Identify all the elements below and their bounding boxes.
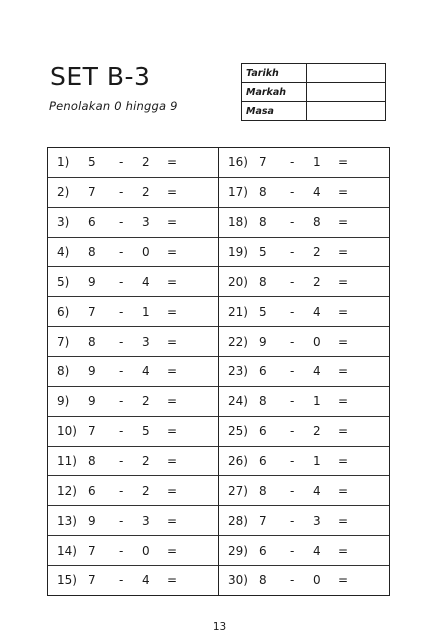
- problem-row[interactable]: [219, 297, 389, 327]
- info-row-marks: [242, 83, 386, 102]
- equals-sign: =: [167, 215, 178, 230]
- minus-sign: -: [119, 304, 124, 319]
- subtrahend: 2: [142, 394, 150, 409]
- problem-row[interactable]: [48, 178, 218, 208]
- problem-row[interactable]: [219, 357, 389, 387]
- subtrahend: 4: [313, 483, 321, 498]
- subtrahend: 3: [142, 334, 150, 349]
- problem-number: 7): [57, 334, 70, 349]
- problem-number: 12): [57, 483, 77, 498]
- minuend: 8: [88, 245, 96, 259]
- minus-sign: -: [119, 245, 124, 259]
- problem-number: 30): [228, 573, 248, 588]
- equals-sign: =: [167, 424, 178, 439]
- problem-number: 16): [228, 155, 248, 170]
- problem-row[interactable]: [219, 506, 389, 536]
- page-title: SET B-3: [50, 62, 151, 91]
- minuend: 5: [259, 245, 267, 259]
- minuend: 6: [259, 364, 267, 379]
- problem-row[interactable]: [48, 506, 218, 536]
- info-row-time: [242, 102, 386, 121]
- problem-row[interactable]: [48, 297, 218, 327]
- minuend: 8: [88, 454, 96, 469]
- problem-row[interactable]: [48, 327, 218, 357]
- minuend: 7: [259, 155, 267, 170]
- subtrahend: 2: [142, 483, 150, 498]
- minus-sign: -: [290, 304, 295, 319]
- minuend: 7: [88, 573, 96, 588]
- problem-row[interactable]: [219, 178, 389, 208]
- problem-number: 3): [57, 215, 70, 230]
- subtrahend: 0: [313, 334, 321, 349]
- equals-sign: =: [167, 304, 178, 319]
- equals-sign: =: [338, 155, 349, 170]
- minuend: 9: [88, 364, 96, 379]
- problem-number: 24): [228, 394, 248, 409]
- minuend: 5: [259, 304, 267, 319]
- equals-sign: =: [167, 364, 178, 379]
- problem-number: 13): [57, 513, 77, 528]
- minuend: 6: [259, 454, 267, 469]
- date-field[interactable]: [307, 64, 386, 83]
- minus-sign: -: [119, 185, 124, 200]
- marks-label: Markah: [242, 83, 307, 102]
- minuend: 9: [88, 274, 96, 289]
- problem-row[interactable]: [48, 536, 218, 566]
- problem-number: 19): [228, 245, 248, 259]
- problem-number: 27): [228, 483, 248, 498]
- minuend: 8: [259, 483, 267, 498]
- minus-sign: -: [290, 245, 295, 259]
- equals-sign: =: [338, 334, 349, 349]
- subtrahend: 1: [313, 155, 321, 170]
- subtrahend: 1: [313, 394, 321, 409]
- subtrahend: 4: [313, 185, 321, 200]
- problem-number: 9): [57, 394, 70, 409]
- subtrahend: 1: [142, 304, 150, 319]
- equals-sign: =: [338, 513, 349, 528]
- problem-number: 10): [57, 424, 77, 439]
- problem-row[interactable]: [48, 566, 218, 595]
- minus-sign: -: [290, 185, 295, 200]
- minus-sign: -: [290, 543, 295, 558]
- minus-sign: -: [119, 155, 124, 170]
- page-subtitle: Penolakan 0 hingga 9: [49, 99, 178, 113]
- minuend: 9: [88, 394, 96, 409]
- subtrahend: 4: [313, 304, 321, 319]
- minuend: 8: [259, 274, 267, 289]
- problem-number: 20): [228, 274, 248, 289]
- problem-number: 6): [57, 304, 70, 319]
- subtrahend: 5: [142, 424, 150, 439]
- equals-sign: =: [338, 483, 349, 498]
- equals-sign: =: [338, 245, 349, 259]
- minus-sign: -: [119, 513, 124, 528]
- equals-sign: =: [167, 394, 178, 409]
- problem-number: 15): [57, 573, 77, 588]
- problem-row[interactable]: [219, 476, 389, 506]
- equals-sign: =: [167, 454, 178, 469]
- page-number: 13: [212, 621, 227, 633]
- problem-column-left: [48, 148, 218, 595]
- problem-number: 2): [57, 185, 70, 200]
- minus-sign: -: [290, 424, 295, 439]
- minus-sign: -: [119, 215, 124, 230]
- equals-sign: =: [338, 454, 349, 469]
- subtrahend: 4: [142, 573, 150, 588]
- minuend: 6: [88, 483, 96, 498]
- minuend: 9: [259, 334, 267, 349]
- subtrahend: 1: [313, 454, 321, 469]
- minuend: 5: [88, 155, 96, 170]
- equals-sign: =: [338, 185, 349, 200]
- date-label: Tarikh: [242, 64, 307, 83]
- minus-sign: -: [290, 573, 295, 588]
- problem-number: 5): [57, 274, 70, 289]
- minuend: 7: [88, 424, 96, 439]
- problem-row[interactable]: [219, 148, 389, 178]
- minus-sign: -: [119, 543, 124, 558]
- time-label: Masa: [242, 102, 307, 121]
- subtrahend: 2: [142, 185, 150, 200]
- problem-row[interactable]: [48, 267, 218, 297]
- equals-sign: =: [167, 334, 178, 349]
- subtrahend: 4: [313, 364, 321, 379]
- problem-row[interactable]: [219, 447, 389, 477]
- problem-row[interactable]: [219, 566, 389, 595]
- problem-row[interactable]: [219, 238, 389, 268]
- problem-row[interactable]: [48, 447, 218, 477]
- minuend: 8: [259, 573, 267, 588]
- subtrahend: 4: [142, 364, 150, 379]
- subtrahend: 4: [313, 543, 321, 558]
- problem-row[interactable]: [48, 238, 218, 268]
- problem-row[interactable]: [219, 417, 389, 447]
- info-row-date: [242, 64, 386, 83]
- subtrahend: 8: [313, 215, 321, 230]
- equals-sign: =: [338, 364, 349, 379]
- problem-number: 29): [228, 543, 248, 558]
- problem-row[interactable]: [219, 387, 389, 417]
- problem-number: 22): [228, 334, 248, 349]
- problem-row[interactable]: [48, 357, 218, 387]
- problem-number: 14): [57, 543, 77, 558]
- equals-sign: =: [338, 394, 349, 409]
- problem-number: 1): [57, 155, 70, 170]
- problem-row[interactable]: [48, 208, 218, 238]
- problem-row[interactable]: [219, 327, 389, 357]
- subtrahend: 2: [142, 155, 150, 170]
- equals-sign: =: [338, 573, 349, 588]
- equals-sign: =: [167, 483, 178, 498]
- equals-sign: =: [167, 245, 178, 259]
- minus-sign: -: [119, 483, 124, 498]
- minuend: 8: [88, 334, 96, 349]
- problem-number: 11): [57, 454, 77, 469]
- equals-sign: =: [338, 215, 349, 230]
- subtrahend: 2: [313, 245, 321, 259]
- minuend: 6: [259, 424, 267, 439]
- equals-sign: =: [338, 304, 349, 319]
- minuend: 8: [259, 394, 267, 409]
- minuend: 7: [88, 304, 96, 319]
- minuend: 9: [88, 513, 96, 528]
- minus-sign: -: [290, 334, 295, 349]
- problem-column-right: [218, 148, 389, 595]
- subtrahend: 0: [142, 543, 150, 558]
- problem-number: 17): [228, 185, 248, 200]
- problem-row[interactable]: [48, 148, 218, 178]
- problem-grid: [47, 147, 390, 596]
- subtrahend: 2: [142, 454, 150, 469]
- problem-row[interactable]: [48, 417, 218, 447]
- problem-row[interactable]: [48, 387, 218, 417]
- minus-sign: -: [119, 424, 124, 439]
- minus-sign: -: [119, 364, 124, 379]
- minuend: 7: [88, 543, 96, 558]
- equals-sign: =: [167, 274, 178, 289]
- equals-sign: =: [338, 543, 349, 558]
- minuend: 8: [259, 185, 267, 200]
- equals-sign: =: [338, 274, 349, 289]
- time-field[interactable]: [307, 102, 386, 121]
- minuend: 6: [259, 543, 267, 558]
- minus-sign: -: [119, 334, 124, 349]
- subtrahend: 0: [313, 573, 321, 588]
- problem-number: 23): [228, 364, 248, 379]
- minus-sign: -: [119, 394, 124, 409]
- minuend: 7: [88, 185, 96, 200]
- minus-sign: -: [119, 274, 124, 289]
- subtrahend: 3: [313, 513, 321, 528]
- problem-row[interactable]: [219, 536, 389, 566]
- problem-number: 28): [228, 513, 248, 528]
- minuend: 8: [259, 215, 267, 230]
- subtrahend: 2: [313, 424, 321, 439]
- minus-sign: -: [290, 364, 295, 379]
- equals-sign: =: [167, 543, 178, 558]
- minuend: 6: [88, 215, 96, 230]
- equals-sign: =: [167, 185, 178, 200]
- minus-sign: -: [119, 573, 124, 588]
- subtrahend: 3: [142, 215, 150, 230]
- problem-row[interactable]: [48, 476, 218, 506]
- problem-number: 21): [228, 304, 248, 319]
- minus-sign: -: [290, 454, 295, 469]
- minus-sign: -: [290, 394, 295, 409]
- problem-number: 8): [57, 364, 70, 379]
- minuend: 7: [259, 513, 267, 528]
- info-box: [241, 63, 386, 121]
- minus-sign: -: [290, 483, 295, 498]
- equals-sign: =: [338, 424, 349, 439]
- problem-number: 26): [228, 454, 248, 469]
- problem-number: 18): [228, 215, 248, 230]
- minus-sign: -: [119, 454, 124, 469]
- subtrahend: 4: [142, 274, 150, 289]
- equals-sign: =: [167, 155, 178, 170]
- subtrahend: 0: [142, 245, 150, 259]
- problem-number: 4): [57, 245, 70, 259]
- minus-sign: -: [290, 215, 295, 230]
- problem-row[interactable]: [219, 208, 389, 238]
- minus-sign: -: [290, 155, 295, 170]
- subtrahend: 2: [313, 274, 321, 289]
- equals-sign: =: [167, 573, 178, 588]
- marks-field[interactable]: [307, 83, 386, 102]
- minus-sign: -: [290, 274, 295, 289]
- minus-sign: -: [290, 513, 295, 528]
- problem-row[interactable]: [219, 267, 389, 297]
- equals-sign: =: [167, 513, 178, 528]
- subtrahend: 3: [142, 513, 150, 528]
- problem-number: 25): [228, 424, 248, 439]
